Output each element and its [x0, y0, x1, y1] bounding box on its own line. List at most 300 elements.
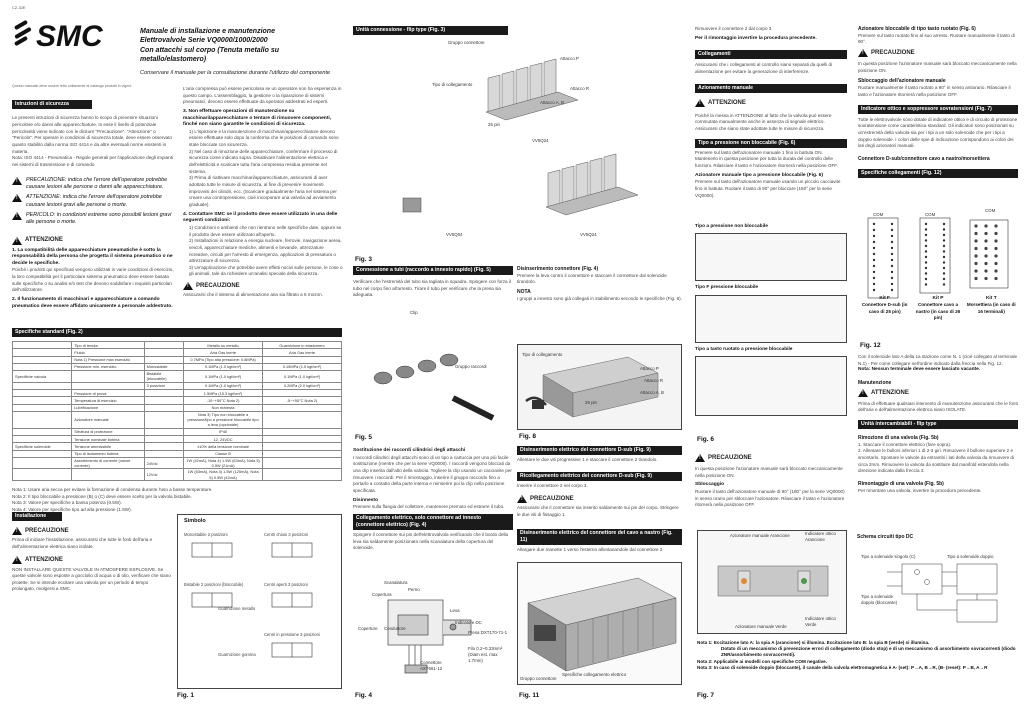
col6-azionamento: Azionamento manuale	[695, 84, 847, 93]
fig7-notes	[697, 640, 1022, 671]
spec-cell: -5~+50°C Nota 2)	[263, 397, 342, 404]
fig4-label-coperture: Coperture	[358, 626, 378, 631]
install-attenzione	[12, 556, 172, 564]
spec-cell: 1W (83mA), Nota 4) 1.5W (125mA), Nota 5) 0.5W (42mA)	[184, 469, 263, 481]
kit-pin	[891, 277, 893, 279]
spec-cell: Temperatura di esercizio	[72, 397, 144, 404]
spec-section	[12, 328, 342, 514]
spec-note: Nota 4: Valore per specifiche tipo ad alta pressione (1.5W).	[12, 506, 132, 512]
schema-label-singolo: Tipo a solenoide singolo (C)	[861, 554, 916, 559]
fitting-part	[418, 360, 436, 372]
fig5-sub2: Disinnesto	[353, 497, 379, 503]
kit-terminal	[974, 224, 977, 227]
spec-note: Nota 2: Il tipo bloccabile a pressione (B) o (C) deve essere scelto per la valvola bistabile.	[12, 493, 193, 499]
kit-pin	[873, 223, 875, 225]
spec-cell: 0.1MPa (1.0 kgf/cm²)	[184, 371, 263, 383]
col7-t3: Tutte le elettrovalvole sono dotate di indicatore ottico e di circuito di protezione sovratensione come caratteristica standard. Gli indicatori sono posizionati su un'estremità della valvola sia per i tipi a un solo solenoide che per i tipi a doppio solenoide. I colori delle spie di indicazione corrispondono ai colori dei lati degli azionatori manuali.	[858, 116, 1018, 149]
symbols-area	[178, 528, 341, 688]
kit-t-title: Kit T	[985, 296, 997, 301]
fig11-label-spec: Specifiche collegamento elettrico	[562, 672, 627, 677]
spec-cell: Azionatore manuale	[72, 411, 144, 428]
col6-t1: Rimuovere il connettore 2 dal corpo 3.	[695, 26, 773, 31]
fig8-nota: NOTA	[517, 289, 531, 296]
column-5	[695, 26, 847, 199]
fig5-sub2-text: Premere sulla flangia del collettore, mantenere premuto ed estrarre il tubo.	[353, 504, 505, 510]
schema-label-bloccante: Tipo a solenoide doppio (bloccante)	[861, 594, 898, 605]
kit-pin	[873, 241, 875, 243]
symbols-title: Simbolo	[184, 518, 206, 524]
fig4-label-presa: Presa DXT170-71-1	[468, 630, 508, 635]
warning-icon	[12, 556, 22, 564]
fig8-nota-text: I gruppi a innesto sono già collegati in stabilimento secondo le specifiche (Fig. 8).	[517, 295, 682, 301]
fig4-label-conduttore: Conduttore	[384, 626, 406, 631]
col6-precauzione	[695, 454, 847, 462]
symbol-label: Centri chiusi 3 posizioni	[264, 532, 308, 538]
kit-terminal	[974, 269, 977, 272]
kit-terminal	[984, 269, 987, 272]
kit-pin	[925, 223, 927, 225]
valve-block	[576, 162, 588, 199]
spec-row	[13, 404, 342, 411]
precauzione-label: PRECAUZIONE	[25, 528, 69, 535]
spec-cell: Tensione ammissibile	[72, 443, 144, 450]
symbol-item	[218, 652, 256, 658]
fig8-text: Premere la leva contro il connettore e staccare il connettore dal solenoide tirandolo.	[517, 272, 667, 285]
kit-p-title: Kit P	[932, 296, 944, 301]
spec-cell: 12Vdc	[144, 469, 183, 481]
spec-row	[13, 436, 342, 443]
attenzione-heading	[12, 236, 177, 244]
spec-row	[13, 443, 342, 450]
kit-pin	[943, 261, 945, 263]
fig6-img2	[695, 295, 847, 343]
fig10-prec-text: Assicurarsi che il connettore sia inserito saldamente sui pin del corpo. Stringere le due viti di fissaggio 1.	[517, 505, 679, 518]
spec-cell	[144, 397, 183, 404]
spec-cell: 0.1MPa (1.0 kgf/cm²)	[263, 371, 342, 383]
kit-terminal	[994, 224, 997, 227]
kit-terminal	[974, 239, 977, 242]
spec-cell	[263, 356, 342, 363]
valve-block	[488, 75, 500, 112]
kit-terminal	[994, 232, 997, 235]
spec-cell	[13, 363, 72, 370]
column-4	[517, 266, 682, 302]
spec-row	[13, 428, 342, 435]
valve-block	[562, 166, 574, 203]
fig8-label-pin: 25 pin	[585, 400, 597, 405]
col7-h9: Rimontaggio di una valvola (Fig. 5b)	[858, 480, 944, 487]
header-note: Questo manuale deve essere letto unitamente al catalogo prodotti in vigore	[12, 83, 132, 88]
spec-title: Specifiche standard (Fig. 2)	[12, 328, 342, 337]
schema-title: Schema circuiti tipo DC	[857, 534, 914, 540]
spec-cell: Assorbimento di corrente (valore corrente)	[72, 457, 144, 469]
kit-p	[913, 296, 963, 321]
fig3-label-p: Attacco P	[560, 56, 579, 61]
col2-l1: 1) L'ispezione e la manutenzione di macchinari/apparecchiature devono essere effettuate solo dopo la conferma che le posizioni di comando sono state bloccate con sicurezza.	[189, 128, 339, 148]
fig4-label-perno: Perno	[408, 587, 420, 592]
fig3-label-vv5q04a: VV5Q04	[446, 232, 463, 237]
kit-pin	[925, 267, 927, 269]
symbol-label: Monostabile 2 posizioni	[184, 532, 228, 538]
column-6b	[858, 354, 1018, 494]
col7-h5: Specifiche collegamenti (Fig. 12)	[858, 169, 1018, 178]
spec-cell	[13, 469, 72, 481]
fig3-manifold-diagram	[353, 38, 663, 263]
valve-block	[590, 158, 602, 195]
fig5-sub: Sostituzione dei raccordi cilindrici degli attacchi	[353, 448, 466, 453]
fig3-label-ab: Attacco A, B	[540, 100, 564, 105]
symbol-item	[264, 532, 324, 564]
warning-icon	[12, 177, 22, 185]
spec-cell	[13, 349, 72, 356]
kit-pin	[925, 239, 927, 241]
kit-pin	[873, 229, 875, 231]
fig10-precauzione	[517, 495, 682, 503]
kit-pin	[873, 265, 875, 267]
kit-pin	[873, 271, 875, 273]
spec-cell: Nota 3) Tipo non bloccabile a pressione/tipo a pressione bloccabile tipo a leva (opzionale)	[184, 411, 263, 428]
symbol-label: Guarnizione metallo	[218, 606, 256, 612]
spec-cell	[72, 371, 144, 383]
fig9-heading: Disinserimento elettrico del connettore D-sub (Fig. 9)	[517, 446, 682, 455]
column-2-body	[183, 86, 343, 299]
col2-prec-text: Assicurarsi che il sistema di alimentazione aria sia filtrato a 5 micron.	[183, 292, 323, 298]
fig7-note1b: Dotato di un meccanismo di prevenzione errori di collegamento (diodo stop) e di un meccanismo di assorbimento sovracorrenti (diodo ZNR/assorbimento sovracorrenti).	[721, 646, 1016, 658]
col2-l2: 2) Nel caso di rimozione delle apparecchiature, confermare il processo di sicurezza come indicato sopra. Disattivare l'alimentazione elettrica e dell'elettricità e scaricare tutta l'aria compressa residua presente nel sistema.	[189, 148, 338, 174]
kit-pin	[943, 228, 945, 230]
col7-l1: 1. Staccare il connettore elettrico (fare sopra).	[858, 441, 952, 447]
col7-t1: Premere sul tasto ruotato fino al suo arresto. Ruotare manualmente il tasto di 90°.	[858, 32, 1015, 45]
fig4-label-scanalatura: Scanalatura	[384, 580, 408, 585]
fig8-label-p: Attacco P	[640, 366, 659, 371]
kit-terminal	[984, 254, 987, 257]
col6-sblocco-text: Ruotare il tasto dell'azionatore manuale di 90° (180° per la serie VQ0000) in senso orario per sbloccare l'azionatore. Rilasciare il tasto e l'azionatore ritornerà nella posizione OFF.	[695, 489, 845, 508]
warning-icon	[695, 99, 705, 107]
valve-block	[544, 59, 556, 96]
col7-t9: Per rimontare una valvola, invertire la procedura precedente.	[858, 487, 982, 493]
kit-pin	[925, 250, 927, 252]
spec-cell: Metallo su metallo	[184, 342, 263, 349]
spec-cell	[13, 457, 72, 469]
fig8-caption: Fig. 8	[519, 433, 536, 440]
col7-h1: Azionatore bloccabile di tipo tasto ruotato (Fig. 6)	[858, 26, 976, 32]
kit-pin	[873, 235, 875, 237]
spec-row	[13, 382, 342, 389]
kit-terminal	[974, 254, 977, 257]
kit-terminal	[984, 232, 987, 235]
attenzione-label: ATTENZIONE	[25, 237, 63, 244]
valve-block	[516, 67, 528, 104]
circuit-schema	[857, 530, 1017, 634]
kit-pin	[891, 241, 893, 243]
spec-cell	[13, 450, 72, 457]
col6-prec-text: In questa posizione l'azionatore manuale sarà bloccato meccanicamente nella posizione ON.	[695, 466, 843, 478]
kit-pin	[873, 289, 875, 291]
spec-cell: Monostabile	[144, 363, 183, 370]
spec-cell	[144, 436, 183, 443]
spec-cell: Nota 1) Pressione max esercizio	[72, 356, 144, 363]
safety-p2: 2. Il funzionamento di macchinari e apparecchiature a comando pneumatico deve essere affidato unicamente a personale addestrato.	[12, 297, 173, 309]
symbol-item	[184, 532, 244, 564]
col2-h3: 3. Non effettuare operazioni di manutenzione su macchinari/apparecchiature o tentare di rimuovere componenti, finché non siano garantite le condizioni di sicurezza.	[183, 108, 332, 128]
spec-row	[13, 469, 342, 481]
install-title: Installazione	[12, 512, 62, 521]
col6-t4: Poiché la messa in ATTENZIONE al fatto che la valvola può essere commutata manualmente anche in assenza di segnale elettrico. Assicurarsi che siano state adottate tutte le misure di sicurezza.	[695, 112, 832, 132]
spec-row	[13, 349, 342, 356]
valve-symbol-icon	[184, 539, 244, 563]
svg-text:SMC: SMC	[36, 20, 103, 54]
warning-icon	[858, 49, 868, 57]
safety-p1: 1. La compatibilità delle apparecchiature pneumatiche è sotto la responsabilità della persona che progetta il sistema pneumatico o ne decide le specifiche.	[12, 247, 173, 266]
kit-pin	[891, 223, 893, 225]
spec-cell	[13, 342, 72, 349]
valve-block	[604, 154, 616, 191]
fig7-label-ind-verde: Indicatore ottico Verde	[805, 616, 836, 627]
spec-note: Nota 3: Valore per specifiche a bassa potenza (0.5W).	[12, 500, 122, 506]
col6-t6: Premere sul tasto dell'azionatore manuale usando un piccolo cacciavite fino in battuta. Ruotare il tasto di 90° per bloccare (180° per la serie VQ0000).	[695, 179, 841, 198]
fig7-label-az-arancione: Azionatore manuale Arancione	[730, 533, 790, 538]
safety-p1b: Poiché i prodotti qui specificati vengono utilizzati in varie condizioni di esercizio, la loro compatibilità per il particolare sistema pneumatico deve essere basata sulle specifiche o su analisi e/o test che devono soddisfare i requisiti particolari dell'utilizzatore.	[12, 267, 174, 293]
kit-terminal	[974, 277, 977, 280]
kit-f-title: Kit F	[879, 296, 890, 301]
pericolo-text: PERICOLO: in condizioni estreme sono possibili lesioni gravi alle persone o morte.	[26, 211, 172, 226]
fig7-note3: Nota 3: In caso di solenoide doppio (bloccante), il canale della valvola elettromagnetica è A- (set): P→A, B→R, (B- (reset): P→B, A→R	[697, 664, 988, 670]
kit-com-3: COM	[985, 208, 996, 213]
spec-cell	[263, 436, 342, 443]
kit-pin	[943, 283, 945, 285]
spec-cell	[144, 342, 183, 349]
spec-cell	[144, 428, 183, 435]
kit-pin	[943, 239, 945, 241]
kit-com-2: COM	[925, 212, 936, 217]
spec-cell: Aria Gas inerte	[184, 349, 263, 356]
title-line-2: Elettrovalvole Serie VQ0000/1000/2000	[140, 37, 268, 45]
fig8-label-ab: Attacco A, B	[640, 390, 664, 395]
kit-f-sub: Connettore D-sub (in caso di 25 pin)	[861, 302, 908, 314]
spec-cell: IP40	[184, 428, 263, 435]
schema-label-doppio: Tipo a solenoide doppio	[947, 554, 994, 559]
col7-h8: Rimozione di una valvola (Fig. 5b)	[858, 434, 939, 441]
title-subtitle: Conservare il manuale per la consultazione durante l'utilizzo del componente	[140, 69, 331, 76]
spec-cell	[144, 450, 183, 457]
spec-cell: Tipo di isolamento bobina	[72, 450, 144, 457]
kit-terminal	[974, 232, 977, 235]
col2-h4: 4. Contattare SMC se il prodotto deve essere utilizzato in una delle seguenti condizioni:	[183, 211, 338, 224]
spec-cell	[144, 443, 183, 450]
spec-cell: 12, 24VDC	[184, 436, 263, 443]
kit-pin	[943, 267, 945, 269]
fig4-label-leva: Leva	[450, 608, 460, 613]
warning-icon	[517, 495, 527, 503]
install-precauzione	[12, 527, 172, 535]
fig5-text: Verificare che l'estremità del tubo sia tagliata in squadra. Spingere con forza il tubo nel corpo fino all'arresto. Tirare il tubo per verificare che la presa sia adeguata.	[353, 279, 511, 298]
kit-t	[966, 296, 1016, 321]
spec-cell: Specifiche solenoide	[13, 443, 72, 450]
symbol-label: Guarnizione gomma	[218, 652, 256, 658]
spec-cell	[13, 356, 72, 363]
kit-labels	[858, 296, 1018, 321]
fig5-sub3: Collegamento elettrico, solo connettore ad innesto (connettore elettrico) (Fig. 4)	[353, 514, 513, 530]
precauzione-label: PRECAUZIONE	[530, 496, 574, 503]
symbol-label: Centri in pressione 3 posizioni	[264, 632, 320, 638]
spec-cell: Struttura di protezione	[72, 428, 144, 435]
spec-cell: 1W (42mA), Nota 4) 1.5W (63mA), Nota 5) 0.5W (21mA)	[184, 457, 263, 469]
precauzione-text: PRECAUZIONE: indica che l'errore dell'operatore potrebbe causare lesioni alle persone o danni alle apparecchiature.	[26, 176, 168, 190]
doc-code: C2-32E	[12, 5, 26, 10]
kit-pin	[891, 229, 893, 231]
fig11-photo	[517, 562, 682, 685]
kit-p-sub: Connettore cavo a nastro (in caso di 26 pin)	[915, 302, 961, 320]
spec-cell: Tipo di tenuta	[72, 342, 144, 349]
spec-cell: 0.7MPa (Tipo alta pressione: 0.8MPa)	[184, 356, 263, 363]
col7-t6: Prima di effettuare qualsiasi intervento di manutenzione assicurarsi che le fonti dell'aria e dell'alimentazione elettrica siano ISOLATE.	[858, 400, 1018, 413]
kit-pin	[943, 272, 945, 274]
spec-note: Nota 1: Usare aria secca per evitare la formazione di condensa durante l'uso a basse temperature.	[12, 486, 213, 492]
kit-f	[860, 296, 910, 321]
col7-h7: Unità intercambiabili - flip type	[858, 420, 1018, 429]
kit-pin	[891, 259, 893, 261]
symbol-label: Centri aperti 3 posizioni	[264, 582, 308, 588]
spec-row	[13, 397, 342, 404]
smc-logo	[12, 13, 132, 55]
spec-cell: 0.1MPa (1.0 kgf/cm²)	[184, 382, 263, 389]
spec-cell: ±10% della tensione nominale	[184, 443, 263, 450]
fig7-label-ind-arancione: Indicatore ottico Arancione	[805, 531, 836, 542]
fig5-heading: Connessione a tubi (raccordo a innesto rapido) (Fig. 5)	[353, 266, 513, 275]
fig7-label-az-verde: Azionatore manuale Verde	[735, 624, 787, 629]
fig11-text: Allargare due manette 1 verso l'esterno allontanandole dal connettore 2	[517, 546, 663, 552]
fig11-caption: Fig. 11	[519, 692, 540, 699]
spec-cell	[263, 404, 342, 411]
column-6	[858, 26, 1018, 178]
column-2	[140, 0, 340, 77]
col7-h6: Manutenzione	[858, 379, 892, 386]
fig5-sub3-text: Spingere il connettore sui pin dell'elettrovalvola verificando che il bordo della leva sia saldamente posizionato nella scanalatura della copertura del solenoide.	[353, 531, 509, 551]
spec-cell: Pressione di prova	[72, 390, 144, 397]
spec-cell: Classe B	[184, 450, 263, 457]
fig6-d2: Tipo F pressione bloccabile	[695, 285, 759, 291]
spec-cell: 0.2MPa (2.0 kgf/cm²)	[263, 382, 342, 389]
spec-cell	[144, 349, 183, 356]
kit-pin	[943, 256, 945, 258]
fig12-kits-diagram	[858, 210, 1018, 300]
valve-symbol-icon	[264, 539, 324, 563]
col7-l2: 2. Allentare le bulloni inferiori 1 di 2-3 giri. Rimuovere il bullone superiore 2 e smontarlo. Spostare le valvole da entrambi i lati della valvola da rimuovere di circa 2mm. Rimuovere la valvola da sostituire dal manifold estendola nella direzione indicata dalla freccia 3.	[858, 448, 1015, 474]
col6-attenzione	[695, 99, 847, 107]
kit-terminal	[994, 277, 997, 280]
fig6-img1	[695, 233, 847, 281]
col7-t5b: Nota: Nessun terminale deve essere lasciato vacante.	[858, 367, 981, 373]
kit-terminal	[984, 262, 987, 265]
title-line-1: Manuale di installazione e manutenzione	[140, 28, 275, 35]
spec-cell: 3 posizioni	[144, 382, 183, 389]
pericolo-row	[12, 212, 177, 227]
fig7-note1: Nota 1: Eccitazione lato A: la spia A (arancione) si illumina. Eccitazione lato B: la spia B (verde) si illumina.	[697, 640, 930, 645]
fig7-note2: Nota 2: Applicabile ai modelli con specifiche COM negative.	[697, 658, 828, 664]
col2-l3: 3) Prima di riattivare macchinari/apparecchiature, assicurarsi di aver adottato tutte le misure di sicurezza, al fine di prevenire movimenti improvvisi dei cilindri, ecc. (Scaricare gradualmente l'aria nel sistema per creare una contropressione, cioè incorporare una valvola ad avviamento graduale).	[189, 175, 337, 208]
spec-cell: 0.1MPa (1.0 kgf/cm²)	[184, 363, 263, 370]
spec-cell	[144, 404, 183, 411]
attenzione-label: ATTENZIONE	[708, 99, 746, 106]
spec-row	[13, 363, 342, 370]
fig5-replacement	[353, 448, 513, 552]
kit-pin	[891, 289, 893, 291]
spec-cell	[263, 390, 342, 397]
kit-terminal	[994, 269, 997, 272]
kit-terminal	[984, 224, 987, 227]
col6-h4: Azionatore manuale tipo a pressione bloccabile (Fig. 6)	[695, 172, 823, 178]
kit-pin	[925, 283, 927, 285]
kit-pin	[873, 259, 875, 261]
kit-pin	[943, 250, 945, 252]
kit-pin	[891, 247, 893, 249]
warning-icon	[695, 454, 705, 462]
col6-sblocco: Sbloccaggio	[695, 482, 725, 488]
spec-cell	[13, 382, 72, 389]
fig1-caption: Fig. 1	[177, 692, 194, 699]
kit-terminal	[974, 247, 977, 250]
spec-cell: Tensione nominale bobina	[72, 436, 144, 443]
warning-icon	[858, 389, 868, 397]
column-3	[353, 0, 508, 35]
col6-collegamenti: Collegamenti	[695, 50, 847, 59]
kit-terminal	[994, 239, 997, 242]
kit-pin	[925, 272, 927, 274]
spec-notes	[12, 487, 342, 514]
tube	[453, 398, 493, 418]
spec-row	[13, 356, 342, 363]
valve-symbol-icon	[264, 589, 324, 613]
fig4-label-copertura: Copertura	[372, 592, 392, 597]
spec-table	[12, 341, 342, 481]
kit-pin	[891, 265, 893, 267]
spec-row	[13, 450, 342, 457]
kit-pin	[891, 271, 893, 273]
col7-t5: Con il solenoide lato A della 1a stazione come N. 1 (cioè collegato al terminale N.1) - Per come collegare nell'ordine indicato dalla freccia nella Fig. 12.	[858, 354, 1018, 366]
valve-symbol-icon	[264, 639, 324, 663]
fig5-fitting-diagram	[353, 308, 513, 436]
col7-h4: Connettore D-sub/connettore cavo a nastro/morsettiera	[858, 155, 990, 162]
valve-block	[502, 71, 514, 108]
spec-row	[13, 390, 342, 397]
spec-cell	[144, 411, 183, 428]
fig3-heading: Unità connessione - flip type (Fig. 3)	[353, 26, 508, 35]
kit-terminal	[994, 247, 997, 250]
spec-cell	[13, 404, 72, 411]
kit-pin	[925, 261, 927, 263]
spec-cell	[263, 450, 342, 457]
kit-terminal	[974, 262, 977, 265]
spec-cell	[263, 428, 342, 435]
symbol-item	[218, 606, 255, 612]
fig5-label-clip: Clip	[410, 310, 418, 315]
kit-pin	[873, 253, 875, 255]
kit-com-1: COM	[873, 212, 884, 217]
symbol-label: Bistabile 2 posizioni (bloccabile)	[184, 582, 244, 588]
spec-cell	[263, 411, 342, 428]
spec-cell: -10~+50°C Nota 2)	[184, 397, 263, 404]
spec-cell	[263, 457, 342, 469]
kit-pin	[873, 277, 875, 279]
kit-pin	[925, 256, 927, 258]
kit-pin	[891, 235, 893, 237]
symbol-item	[264, 632, 324, 664]
fig11-label-gruppo: Gruppo connettore	[520, 676, 557, 681]
spec-cell: Specifiche valvola	[13, 371, 72, 383]
title-line-3: Con attacchi sul corpo (Tenuta metallo su metallo/elastomero)	[140, 46, 279, 64]
install-section	[12, 512, 172, 593]
column-5b	[695, 452, 847, 509]
